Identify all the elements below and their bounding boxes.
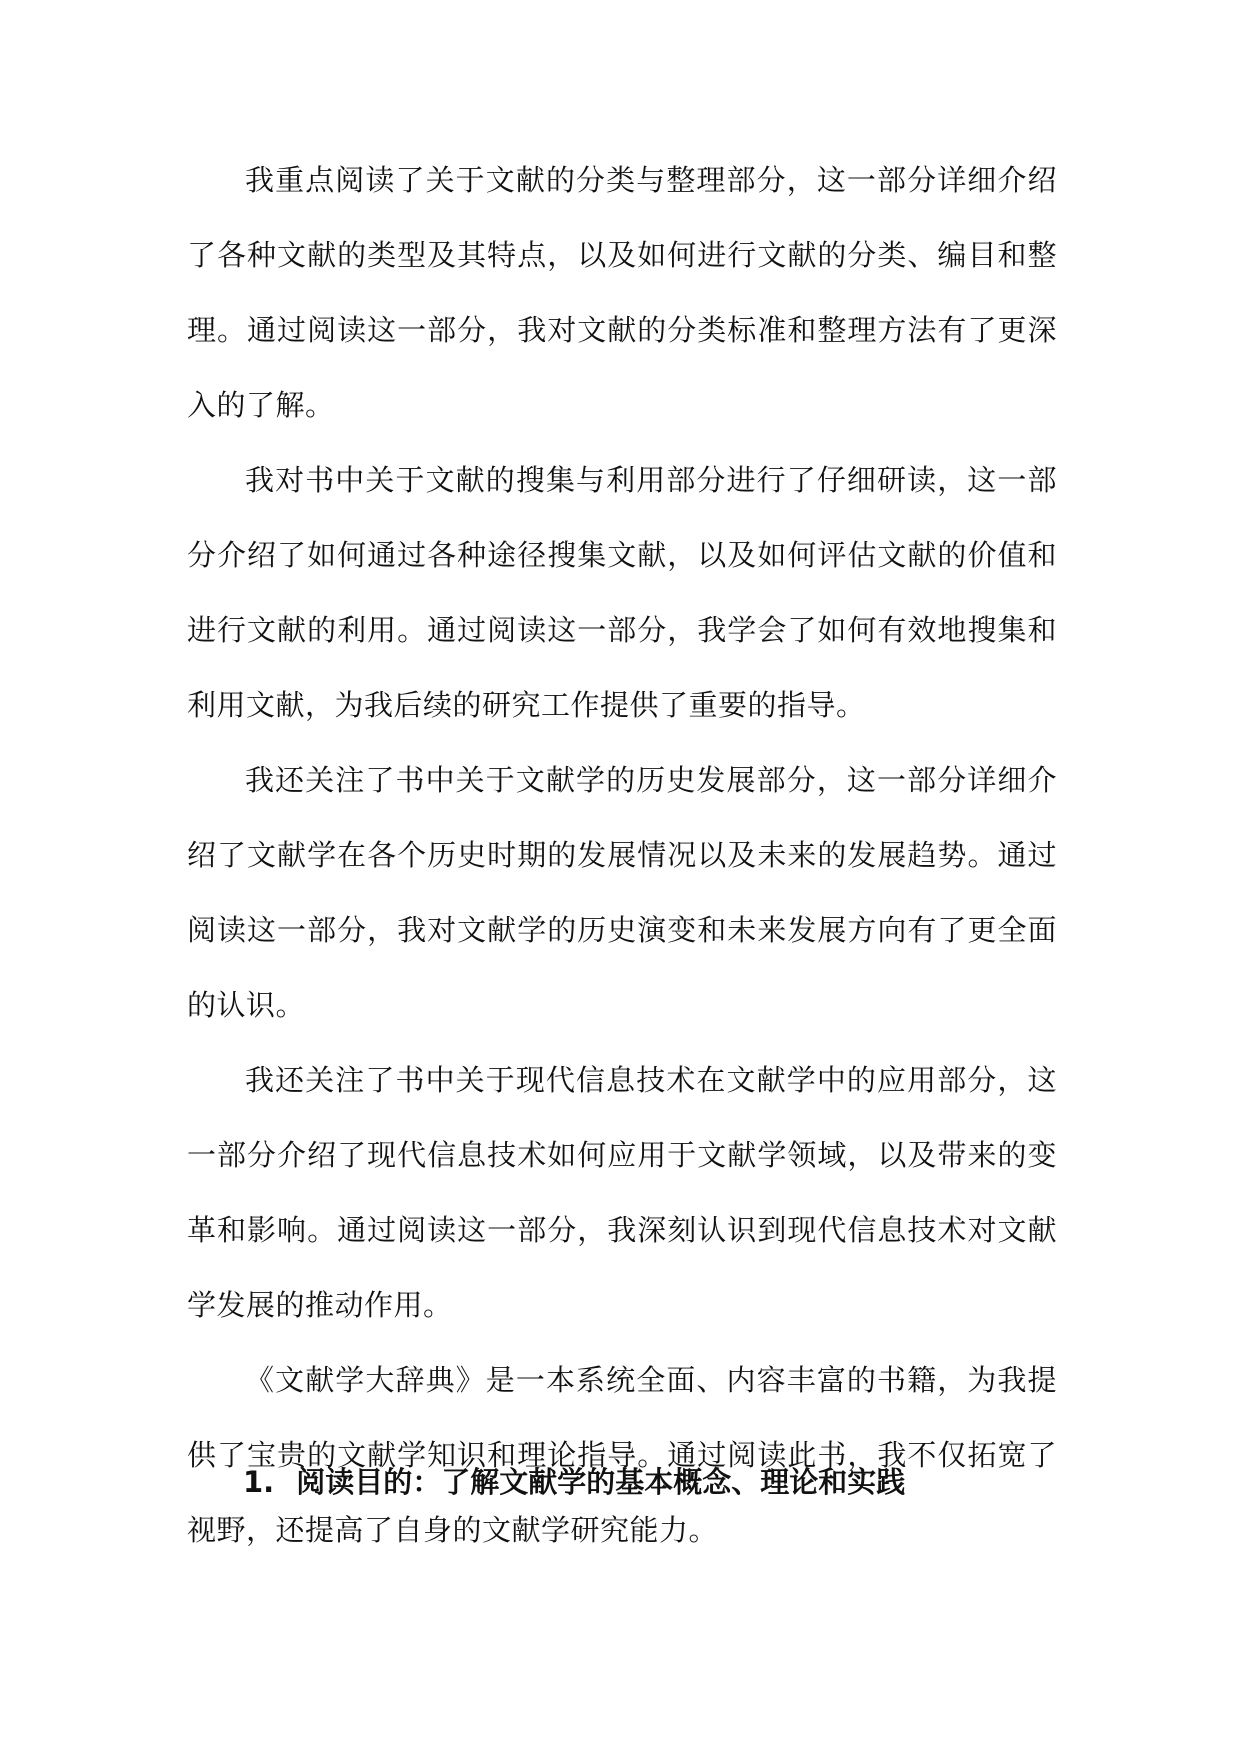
heading-text: 阅读目的：了解文献学的基本概念、理论和实践 <box>296 1465 906 1499</box>
document-body <box>187 143 1057 1568</box>
paragraph-conclusion: 《文献学大辞典》是一本系统全面、内容丰富的书籍，为我提供了宝贵的文献学知识和理论指导。通过阅读此书，我不仅拓宽了视野，还提高了自身的文献学研究能力。 <box>187 1363 1057 1547</box>
paragraph-technology: 我还关注了书中关于现代信息技术在文献学中的应用部分，这一部分介绍了现代信息技术如何应用于文献学领域，以及带来的变革和影响。通过阅读这一部分，我深刻认识到现代信息技术对文献学发展的推动作用。 <box>187 1063 1057 1322</box>
heading-number: 1. <box>243 1465 275 1499</box>
section-heading <box>243 1452 905 1512</box>
paragraph-history: 我还关注了书中关于文献学的历史发展部分，这一部分详细介绍了文献学在各个历史时期的发展情况以及未来的发展趋势。通过阅读这一部分，我对文献学的历史演变和未来发展方向有了更全面的认识。 <box>187 763 1057 1022</box>
paragraph-classification: 我重点阅读了关于文献的分类与整理部分，这一部分详细介绍了各种文献的类型及其特点，以及如何进行文献的分类、编目和整理。通过阅读这一部分，我对文献的分类标准和整理方法有了更深入的了解。 <box>187 163 1057 422</box>
paragraph-collection: 我对书中关于文献的搜集与利用部分进行了仔细研读，这一部分介绍了如何通过各种途径搜集文献，以及如何评估文献的价值和进行文献的利用。通过阅读这一部分，我学会了如何有效地搜集和利用文献，为我后续的研究工作提供了重要的指导。 <box>187 463 1057 722</box>
